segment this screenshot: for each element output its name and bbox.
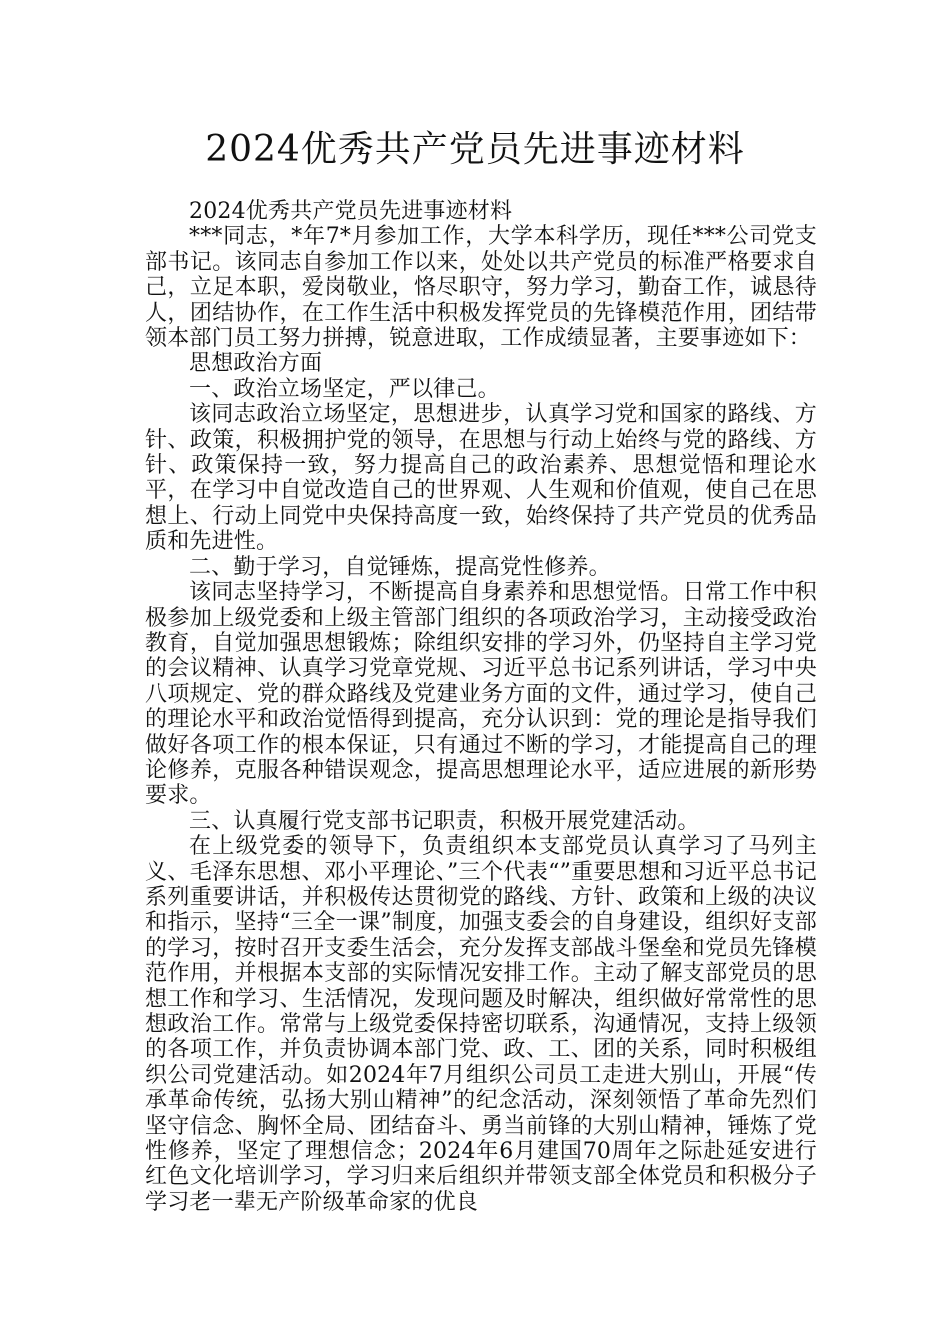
subsection-heading-2: 二、勤于学习，自觉锤炼，提高党性修养。 [189,554,611,580]
subsection-heading-1: 一、政治立场坚定，严以律己。 [189,376,500,402]
section-heading: 思想政治方面 [189,351,323,377]
intro-paragraph: ***同志，*年7*月参加工作，大学本科学历，现任***公司党支部书记。该同志自参加工作以来，处处以共产党员的标准严格要求自己，立足本职，爱岗敬业，恪尽职守，努力学习，勤奋工作，诚恳待人，团结协作，在工作生活中积极发挥党员的先锋模范作用，团结带领本部门员工努力拼搏，锐意进取，工作成绩显著，主要事迹如下： [145,224,817,352]
document-body [145,199,817,1215]
body-paragraph-1: 该同志政治立场坚定，思想进步，认真学习党和国家的路线、方针、政策，积极拥护党的领导，在思想与行动上始终与党的路线、方针、政策保持一致，努力提高自己的政治素养、思想觉悟和理论水平，在学习中自觉改造自己的世界观、人生观和价值观，使自己在思想上、行动上同党中央保持高度一致，始终保持了共产党员的优秀品质和先进性。 [145,402,817,555]
body-paragraph-3: 在上级党委的领导下，负责组织本支部党员认真学习了马列主义、毛泽东思想、邓小平理论、”三个代表“”重要思想和习近平总书记系列重要讲话，并积极传达贯彻党的路线、方针、政策和上级的决议和指示，坚持“三全一课”制度，加强支委会的自身建设，组织好支部的学习，按时召开支委生活会，充分发挥支部战斗堡垒和党员先锋模范作用，并根据本支部的实际情况安排工作。主动了解支部党员的思想工作和学习、生活情况，发现问题及时解决，组织做好常常性的思想政治工作。常常与上级党委保持密切联系，沟通情况，支持上级领的各项工作，并负责协调本部门党、政、工、团的关系，同时积极组织公司党建活动。如2024年7月组织公司员工走进大别山，开展“传承革命传统，弘扬大别山精神”的纪念活动，深刻领悟了革命先烈们坚守信念、胸怀全局、团结奋斗、勇当前锋的大别山精神，锤炼了党性修养，坚定了理想信念；2024年6月建国70周年之际赴延安进行红色文化培训学习，学习归来后组织并带领支部全体党员和积极分子学习老一辈无产阶级革命家的优良 [145,834,817,1215]
subtitle-paragraph: 2024优秀共产党员先进事迹材料 [189,199,513,224]
subsection-heading-3: 三、认真履行党支部书记职责，积极开展党建活动。 [189,808,700,834]
document-title: 2024优秀共产党员先进事迹材料 [205,129,745,170]
body-paragraph-2: 该同志坚持学习，不断提高自身素养和思想觉悟。日常工作中积极参加上级党委和上级主管部门组织的各项政治学习，主动接受政治教育，自觉加强思想锻炼；除组织安排的学习外，仍坚持自主学习党的会议精神、认真学习党章党规、习近平总书记系列讲话，学习中央八项规定、党的群众路线及党建业务方面的文件，通过学习，使自己的理论水平和政治觉悟得到提高，充分认识到：党的理论是指导我们做好各项工作的根本保证，只有通过不断的学习，才能提高自己的理论修养，克服各种错误观念，提高思想理论水平，适应进展的新形势要求。 [145,580,817,809]
